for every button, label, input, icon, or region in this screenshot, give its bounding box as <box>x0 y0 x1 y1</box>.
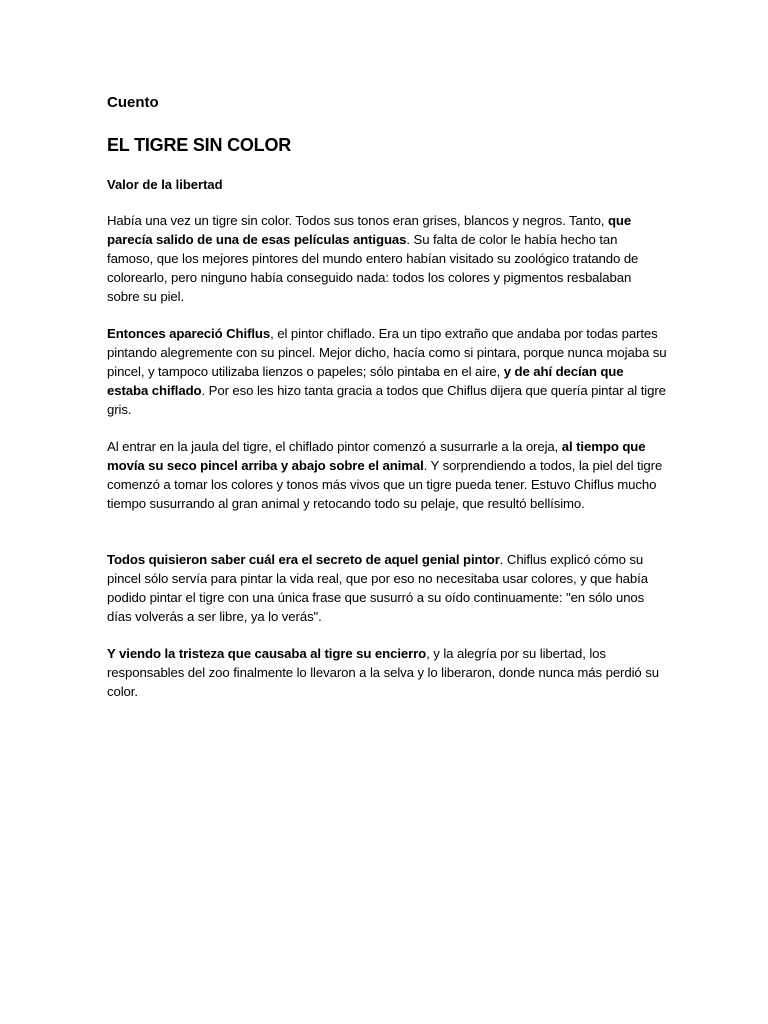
paragraph-5-text-1: , y la alegría por su libertad, los responsables del zoo finalmente lo llevaron a la selva y lo liberaron, donde nunca más perdió su color. <box>107 646 659 699</box>
paragraph-2-highlight-1: Entonces apareció Chiflus <box>107 326 271 341</box>
paragraph-1 <box>107 212 667 307</box>
story-title: EL TIGRE SIN COLOR <box>107 135 292 155</box>
paragraph-2-highlight-2: y de ahí decían que estaba chiflado <box>107 363 624 398</box>
paragraph-2-text-1: , el pintor chiflado. Era un tipo extraño que andaba por todas partes pintando alegremente con su pincel. Mejor dicho, hacía como si pintara, porque nunca mojaba su pincel, y tampoco utilizaba lienzos o papeles; sólo pintaba en el aire, <box>107 326 667 379</box>
paragraph-2 <box>107 325 667 420</box>
paragraph-3 <box>107 438 667 514</box>
paragraph-5-highlight-1: Y viendo la tristeza que causaba al tigre su encierro <box>107 646 427 661</box>
paragraph-3-highlight-1: al tiempo que movía su seco pincel arriba y abajo sobre el animal <box>107 439 646 473</box>
paragraph-4-text-1: . Chiflus explicó cómo su pincel sólo servía para pintar la vida real, que por eso no necesitaba usar colores, y que había podido pintar el tigre con una única frase que susurró a su oído continuamente: "en sólo unos días volverás a ser libre, ya lo verás". <box>107 552 648 624</box>
paragraph-2-text-2: . Por eso les hizo tanta gracia a todos que Chiflus dijera que quería pintar al tigre gris. <box>107 382 666 417</box>
paragraph-5 <box>107 645 667 702</box>
paragraph-3-text-2: . Y sorprendiendo a todos, la piel del tigre comenzó a tomar los colores y tonos más vivos que un tigre pueda tener. Estuvo Chiflus mucho tiempo susurrando al gran animal y retocando todo su pelaje, que resultó bellísimo. <box>107 457 663 511</box>
paragraph-1-text-2: . Su falta de color le había hecho tan famoso, que los mejores pintores del mundo entero habían visitado su zoológico tratando de colorearlo, pero ninguno había conseguido nada: todos los colores y pigmentos resbalaban sobre su piel. <box>107 231 639 304</box>
paragraph-1-highlight-1: que parecía salido de una de esas películas antiguas <box>107 213 632 247</box>
paragraph-4 <box>107 551 667 627</box>
paragraph-4-highlight-1: Todos quisieron saber cuál era el secreto de aquel genial pintor <box>107 552 500 567</box>
paragraph-3-text-1: Al entrar en la jaula del tigre, el chiflado pintor comenzó a susurrarle a la oreja, <box>107 439 562 454</box>
document-kicker: Cuento <box>107 94 159 111</box>
paragraph-1-text-1: Había una vez un tigre sin color. Todos sus tonos eran grises, blancos y negros. Tanto, <box>107 213 608 228</box>
story-subtitle: Valor de la libertad <box>107 177 223 192</box>
